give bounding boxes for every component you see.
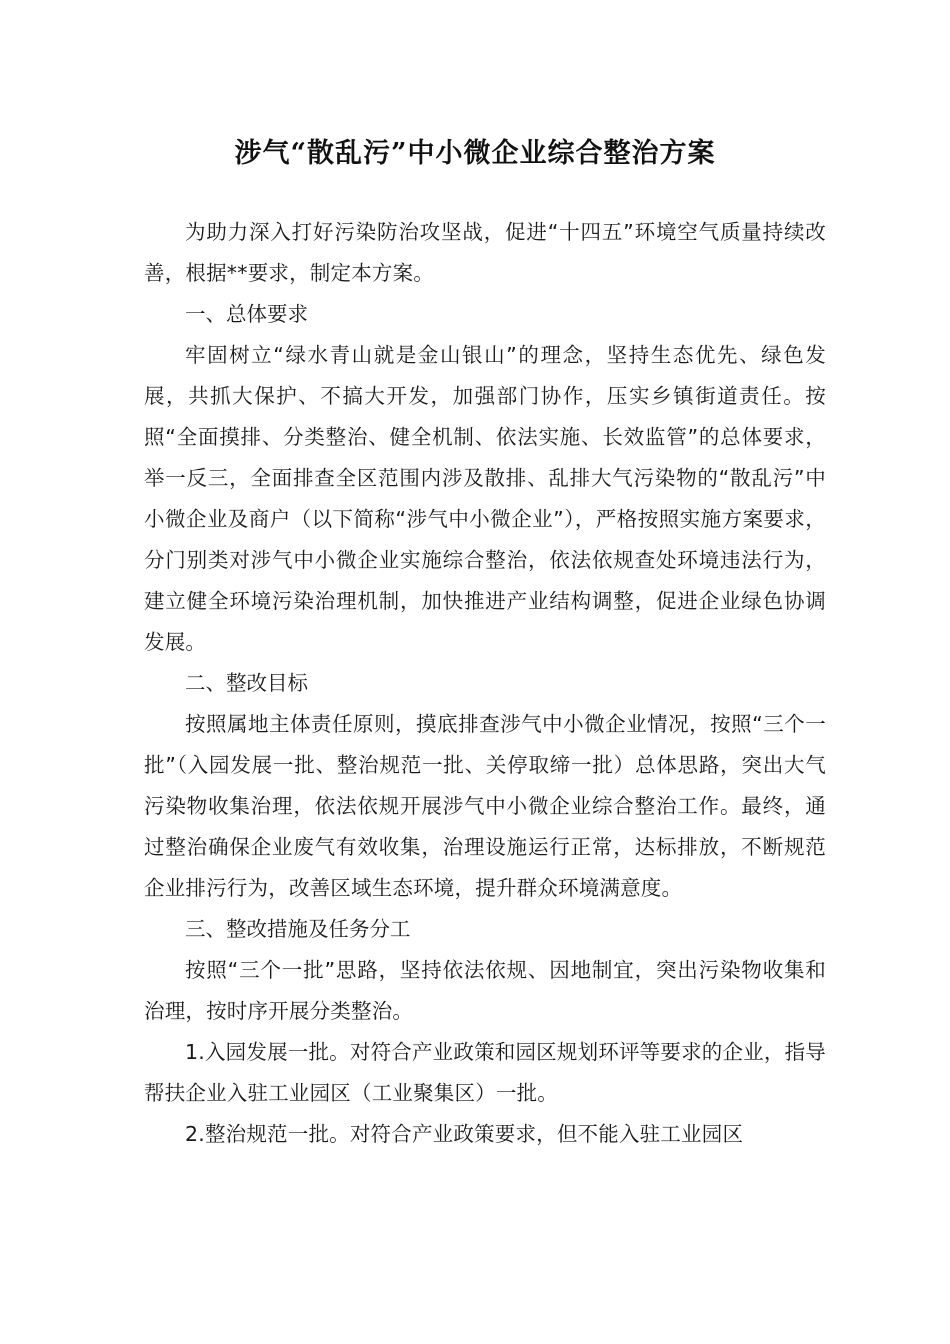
section-3-heading: 三、整改措施及任务分工 — [185, 917, 411, 941]
section-1-paragraph: 牢固树立“绿水青山就是金山银山”的理念，坚持生态优先、绿色发展，共抓大保护、不搞大开发，加强部门协作，压实乡镇街道责任。按照“全面摸排、分类整治、健全机制、依法实施、长效监管”的总体要求，举一反三，全面排查全区范围内涉及散排、乱排大气污染物的“散乱污”中小微企业及商户（以下简称“涉气中小微企业”），严格按照实施方案要求，分门别类对涉气中小微企业实施综合整治，依法依规查处环境违法行为，建立健全环境污染治理机制，加快推进产业结构调整，促进企业绿色协调发展。 — [144, 343, 826, 654]
section-1-heading: 一、总体要求 — [185, 302, 308, 326]
section-3-item-2: 2.整治规范一批。对符合产业政策要求，但不能入驻工业园区 — [185, 1122, 744, 1146]
section-3-paragraph: 按照“三个一批”思路，坚持依法依规、因地制宜，突出污染物收集和治理，按时序开展分类整治。 — [144, 958, 826, 1023]
intro-paragraph: 为助力深入打好污染防治攻坚战，促进“十四五”环境空气质量持续改善，根据**要求，制定本方案。 — [144, 220, 826, 285]
document-body — [144, 212, 826, 1155]
section-3-item-1: 1.入园发展一批。对符合产业政策和园区规划环评等要求的企业，指导帮扶企业入驻工业园区（工业聚集区）一批。 — [144, 1040, 826, 1105]
section-2-heading: 二、整改目标 — [185, 671, 308, 695]
section-2-paragraph: 按照属地主体责任原则，摸底排查涉气中小微企业情况，按照“三个一批”（入园发展一批、整治规范一批、关停取缔一批）总体思路，突出大气污染物收集治理，依法依规开展涉气中小微企业综合整治工作。最终，通过整治确保企业废气有效收集，治理设施运行正常，达标排放，不断规范企业排污行为，改善区域生态环境，提升群众环境满意度。 — [144, 712, 826, 900]
document-title: 涉气“散乱污”中小微企业综合整治方案 — [234, 138, 716, 169]
